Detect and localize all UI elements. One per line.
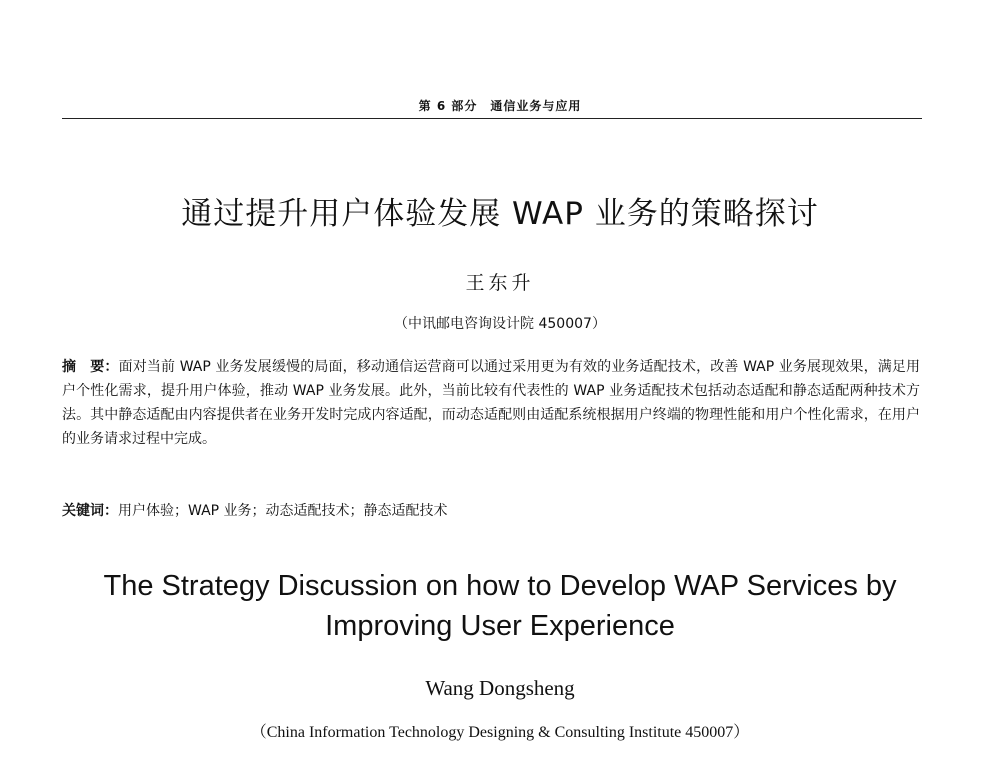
keywords-text: 用户体验；WAP 业务；动态适配技术；静态适配技术 (118, 503, 448, 519)
abstract (62, 355, 920, 451)
paper-title-en: The Strategy Discussion on how to Develop WAP Services by Improving User Experience (103, 570, 897, 642)
author-name-zh: 王东升 (465, 272, 535, 294)
affiliation-zh: （中讯邮电咨询设计院 450007） (394, 316, 606, 332)
author-name-en: Wang Dongsheng (425, 676, 575, 700)
abstract-label: 摘 要： (62, 359, 119, 375)
keywords (62, 499, 920, 523)
paper-title-zh: 通过提升用户体验发展 WAP 业务的策略探讨 (181, 196, 819, 232)
abstract-text: 面对当前 WAP 业务发展缓慢的局面，移动通信运营商可以通过采用更为有效的业务适配技术，改善 WAP 业务展现效果，满足用户个性化需求，提升用户体验，推动 WAP 业务发展。此外，当前比较有代表性的 WAP 业务适配技术包括动态适配和静态适配两种技术方法。其中静态适配由内容提供者在业务开发时完成内容适配，而动态适配则由适配系统根据用户终端的物理性能和用户个性化需求，在用户的业务请求过程中完成。 (62, 359, 921, 447)
keywords-label: 关键词： (62, 503, 118, 519)
header-rule (62, 118, 922, 119)
affiliation-en: （China Information Technology Designing & Consulting Institute 450007） (250, 724, 750, 741)
running-header: 第 6 部分 通信业务与应用 (418, 99, 582, 113)
